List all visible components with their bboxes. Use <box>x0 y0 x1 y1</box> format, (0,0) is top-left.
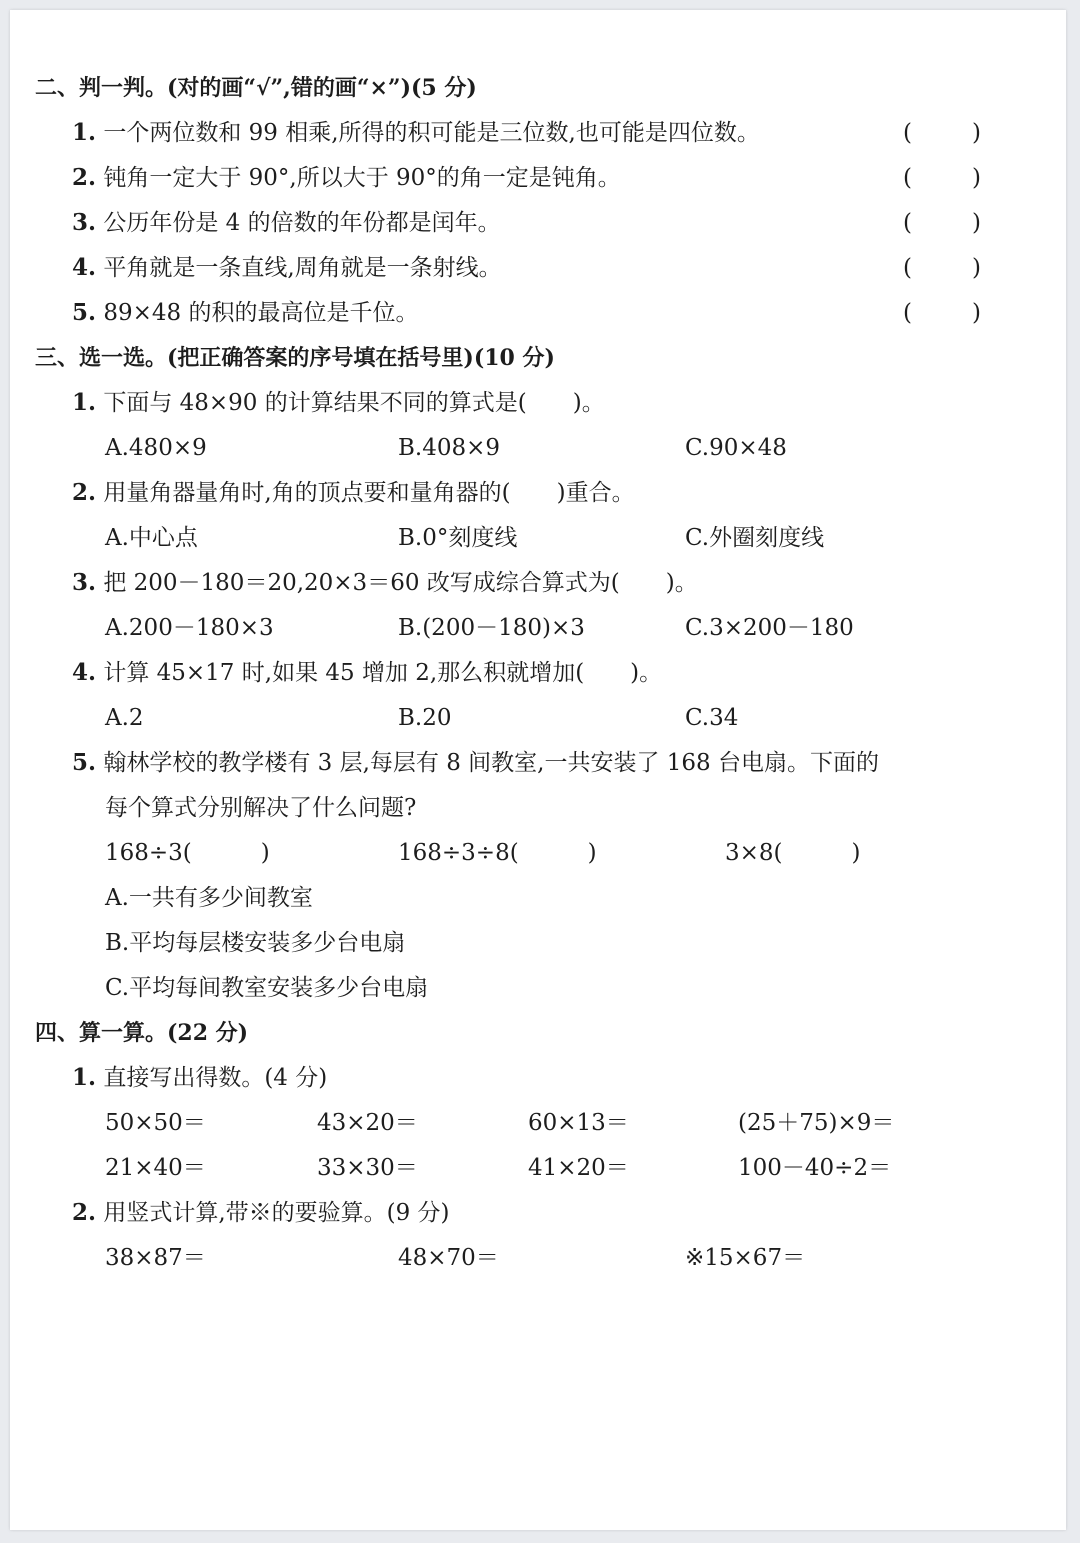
judge-item-1: 1. 一个两位数和 99 相乘,所得的积可能是三位数,也可能是四位数。 <box>72 119 760 146</box>
answer-blank-2[interactable]: ( ) <box>903 165 981 191</box>
oral-calc-item: 43×20＝ <box>317 1110 418 1136</box>
oral-calc-item: 50×50＝ <box>105 1110 206 1136</box>
choice-question-1: 1. 下面与 48×90 的计算结果不同的算式是( )。 <box>72 389 605 416</box>
q1-option-a: A.480×9 <box>105 435 207 461</box>
choice-question-4: 4. 计算 45×17 时,如果 45 增加 2,那么积就增加( )。 <box>72 659 663 686</box>
vertical-calc-item: ※15×67＝ <box>685 1245 806 1271</box>
q5-expression-3: 3×8( ) <box>725 840 861 866</box>
choice-question-3: 3. 把 200－180＝20,20×3＝60 改写成综合算式为( )。 <box>72 569 698 596</box>
q2-option-b: B.0°刻度线 <box>398 525 518 551</box>
q2-option-a: A.中心点 <box>105 525 198 551</box>
q3-option-b: B.(200－180)×3 <box>398 615 585 641</box>
oral-calc-item: 21×40＝ <box>105 1155 206 1181</box>
section-3-title: 三、选一选。(把正确答案的序号填在括号里)(10 分) <box>35 345 555 371</box>
choice-question-5: 5. 翰林学校的教学楼有 3 层,每层有 8 间教室,一共安装了 168 台电扇。下面的 <box>72 749 879 776</box>
oral-calc-item: 33×30＝ <box>317 1155 418 1181</box>
q1-option-b: B.408×9 <box>398 435 501 461</box>
q3-option-a: A.200－180×3 <box>105 615 274 641</box>
q4-option-a: A.2 <box>105 705 144 731</box>
q2-option-c: C.外圈刻度线 <box>685 525 825 551</box>
calc-question-2: 2. 用竖式计算,带※的要验算。(9 分) <box>72 1199 450 1226</box>
q1-option-c: C.90×48 <box>685 435 787 461</box>
answer-blank-3[interactable]: ( ) <box>903 210 981 236</box>
q5-expression-2: 168÷3÷8( ) <box>398 840 597 866</box>
q3-option-c: C.3×200－180 <box>685 615 854 641</box>
section-2-title: 二、判一判。(对的画“√”,错的画“×”)(5 分) <box>35 75 477 101</box>
q5-option-b: B.平均每层楼安装多少台电扇 <box>105 930 406 956</box>
q5-expression-1: 168÷3( ) <box>105 840 270 866</box>
choice-question-2: 2. 用量角器量角时,角的顶点要和量角器的( )重合。 <box>72 479 635 506</box>
oral-calc-item: 100－40÷2＝ <box>738 1155 892 1181</box>
judge-item-5: 5. 89×48 的积的最高位是千位。 <box>72 299 419 326</box>
q4-option-b: B.20 <box>398 705 452 731</box>
answer-blank-5[interactable]: ( ) <box>903 300 981 326</box>
vertical-calc-item: 48×70＝ <box>398 1245 499 1271</box>
q5-option-a: A.一共有多少间教室 <box>105 885 313 911</box>
vertical-calc-item: 38×87＝ <box>105 1245 206 1271</box>
judge-item-2: 2. 钝角一定大于 90°,所以大于 90°的角一定是钝角。 <box>72 164 621 191</box>
oral-calc-item: 60×13＝ <box>528 1110 629 1136</box>
calc-question-1: 1. 直接写出得数。(4 分) <box>72 1064 328 1091</box>
oral-calc-item: (25＋75)×9＝ <box>738 1110 895 1136</box>
q5-option-c: C.平均每间教室安装多少台电扇 <box>105 975 429 1001</box>
q5-line-2: 每个算式分别解决了什么问题? <box>105 795 417 821</box>
section-4-title: 四、算一算。(22 分) <box>35 1020 249 1046</box>
oral-calc-item: 41×20＝ <box>528 1155 629 1181</box>
judge-item-4: 4. 平角就是一条直线,周角就是一条射线。 <box>72 254 502 281</box>
judge-item-3: 3. 公历年份是 4 的倍数的年份都是闰年。 <box>72 209 501 236</box>
worksheet-page <box>10 10 1066 1530</box>
answer-blank-1[interactable]: ( ) <box>903 120 981 146</box>
q4-option-c: C.34 <box>685 705 739 731</box>
answer-blank-4[interactable]: ( ) <box>903 255 981 281</box>
